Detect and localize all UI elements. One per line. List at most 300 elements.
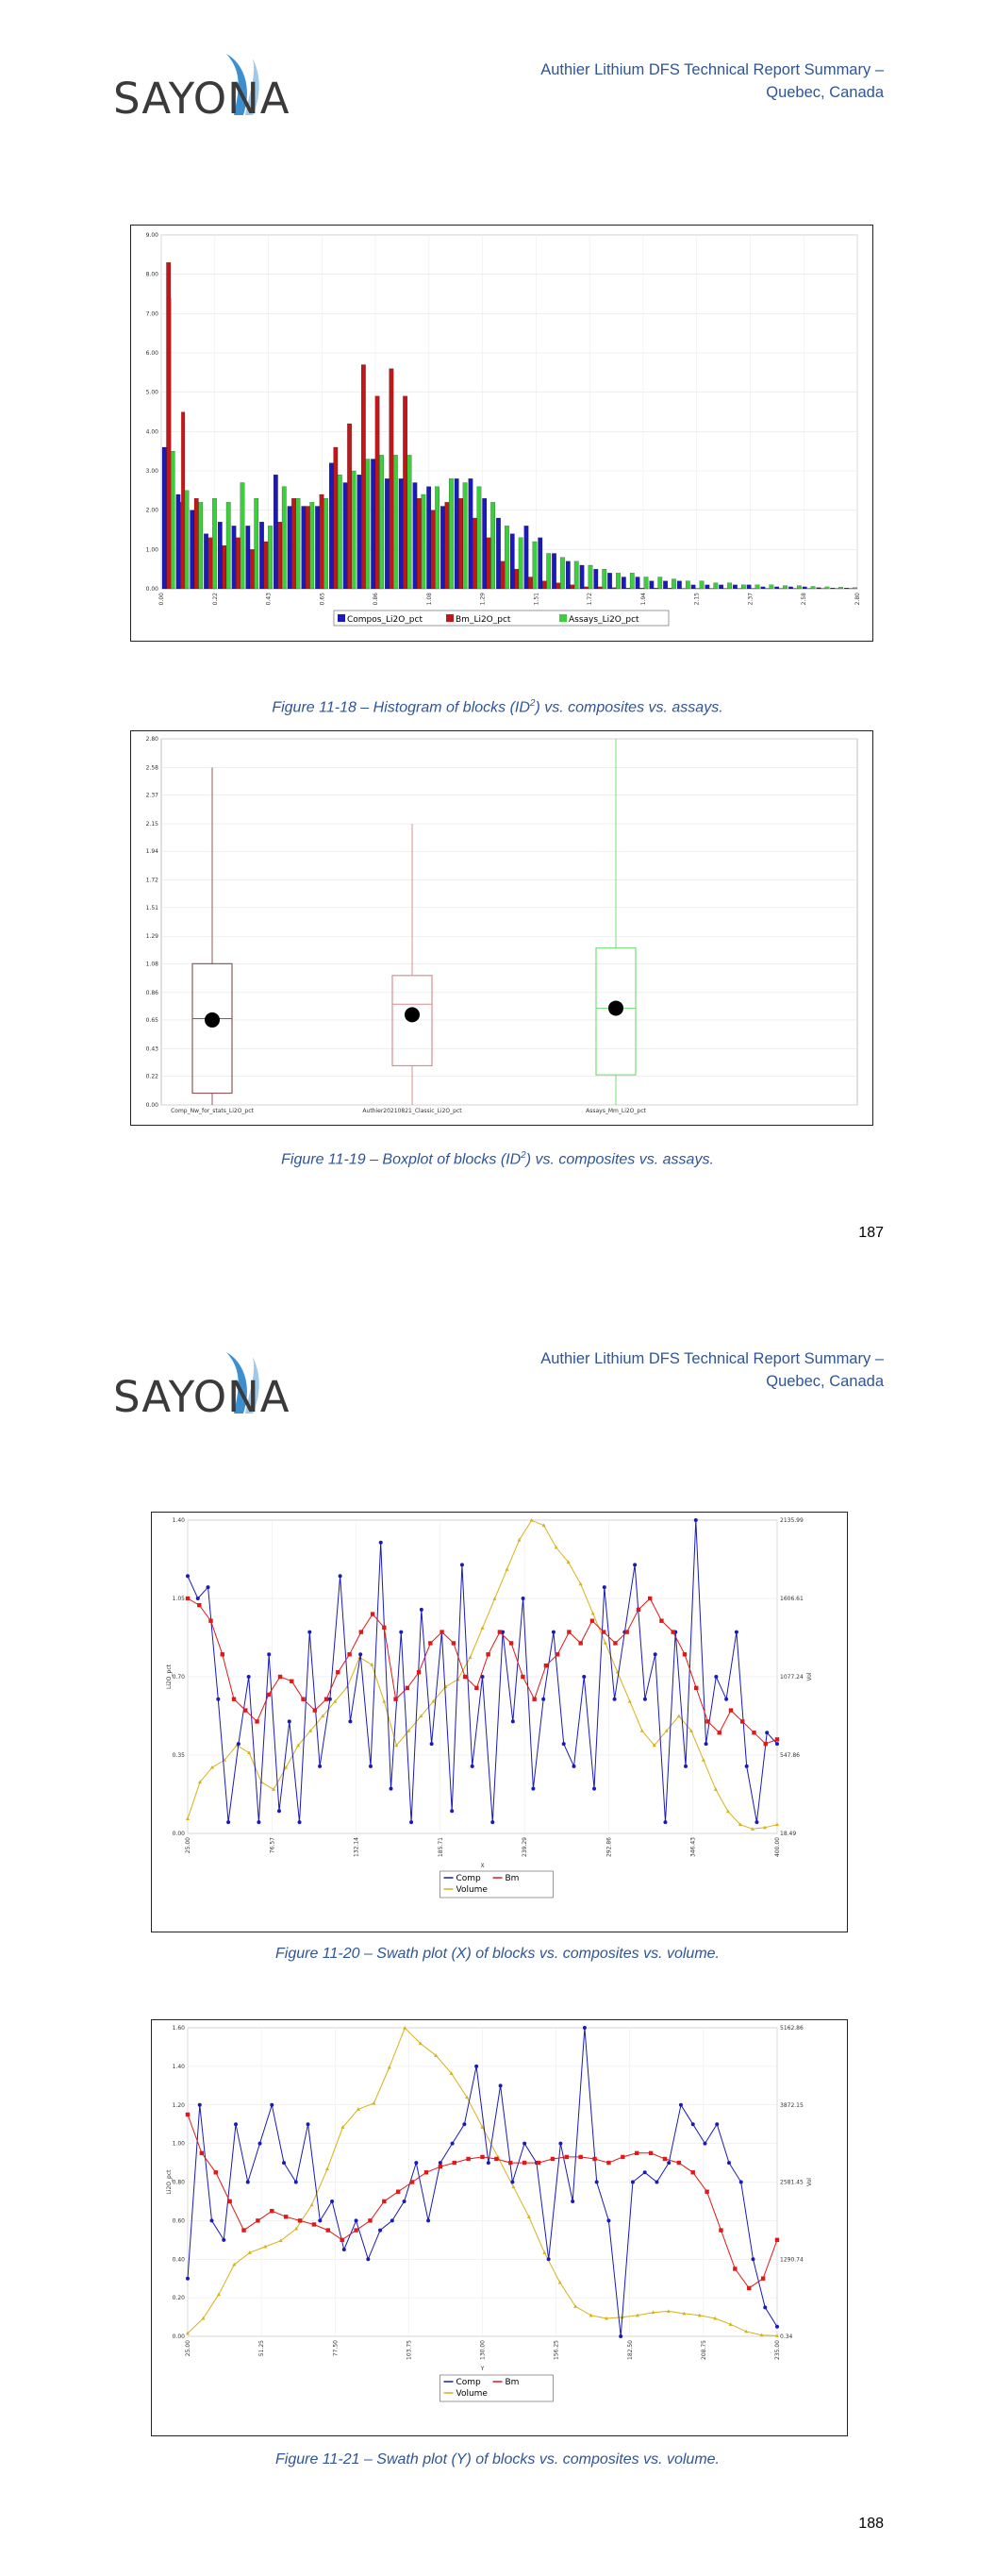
bar (343, 483, 347, 590)
figure-11-21-caption: Figure 11-21 – Swath plot (Y) of blocks vs. composites vs. volume. (274, 2451, 720, 2467)
bar (282, 487, 286, 589)
comp-point (318, 2218, 322, 2222)
bar (650, 581, 654, 589)
bm-point (635, 2151, 638, 2155)
bar (352, 471, 356, 589)
category-label: Assays_Mm_Li2O_pct (586, 1108, 646, 1114)
bm-point (705, 2190, 708, 2194)
comp-point (399, 1631, 403, 1634)
y-tick-label: 0.35 (172, 1752, 185, 1759)
bm-point (718, 1731, 721, 1734)
bar (691, 585, 695, 589)
bar (496, 518, 500, 589)
bar (774, 587, 778, 589)
comp-point (420, 1608, 423, 1612)
comp-point (439, 2161, 442, 2165)
comp-point (511, 1719, 515, 1723)
bar (560, 558, 564, 589)
x-tick-label: 239.29 (522, 1837, 529, 1857)
bm-point (424, 2170, 428, 2174)
bar (556, 583, 560, 589)
y-axis-label: Li2O_pct (166, 2169, 173, 2195)
legend-label: Comp (456, 2378, 481, 2387)
x-tick-label: 51.25 (258, 2340, 266, 2357)
comp-point (775, 2325, 779, 2329)
comp-point (745, 1765, 749, 1768)
bm-point (382, 2200, 386, 2203)
bm-point (284, 2215, 288, 2218)
bar (223, 545, 226, 589)
bar (622, 577, 625, 590)
comp-point (572, 1765, 575, 1768)
x-tick-label: 185.71 (437, 1837, 444, 1857)
bm-point (498, 1630, 502, 1633)
header-title (540, 59, 884, 104)
bar (278, 522, 282, 589)
bm-point (208, 1619, 212, 1623)
bm-point (241, 2228, 245, 2232)
legend-label: Volume (456, 1885, 488, 1895)
bar (733, 585, 737, 589)
y-tick-label: 0.22 (145, 1073, 158, 1080)
y-tick-label: 2.15 (145, 821, 158, 828)
page-188 (0, 1293, 995, 2576)
bar (236, 538, 240, 589)
comp-point (522, 2142, 526, 2146)
bar (259, 522, 263, 589)
bm-point (463, 1675, 467, 1679)
comp-point (270, 2103, 274, 2107)
comp-point (755, 1820, 758, 1824)
bm-point (521, 1675, 524, 1679)
bm-point (480, 2155, 484, 2159)
comp-point (348, 1719, 352, 1723)
comp-point (643, 2170, 647, 2174)
bm-point (474, 1686, 478, 1690)
bm-point (452, 1641, 456, 1645)
comp-point (450, 1809, 454, 1813)
comp-point (571, 2200, 574, 2203)
y-tick-label: 0.60 (172, 2217, 185, 2225)
y-tick-label: 0.00 (172, 1831, 185, 1837)
comp-point (663, 1820, 667, 1824)
bar (514, 569, 518, 589)
bm-point (590, 1619, 594, 1623)
comp-point (247, 1675, 251, 1679)
bm-point (243, 1708, 247, 1712)
bar (185, 491, 189, 589)
y-tick-label: 0.65 (145, 1016, 158, 1024)
bm-point (278, 1675, 282, 1679)
bm-point (340, 2238, 343, 2242)
bar (226, 502, 230, 589)
bm-point (410, 2180, 414, 2183)
bar (783, 586, 787, 589)
bm-point (740, 1719, 744, 1723)
bm-point (298, 2218, 302, 2222)
histogram-svg (131, 226, 872, 641)
comp-point (703, 2142, 706, 2146)
bar (422, 494, 425, 589)
comp-point (378, 2229, 382, 2233)
bm-point (578, 1641, 582, 1645)
bm-point (396, 2190, 400, 2194)
comp-point (358, 1652, 362, 1656)
y2-tick-label: 547.86 (780, 1752, 800, 1759)
bar (274, 475, 277, 589)
comp-point (339, 1574, 342, 1578)
comp-point (562, 1742, 566, 1746)
comp-point (430, 1742, 434, 1746)
plot-area (161, 235, 857, 589)
bm-point (752, 1731, 755, 1734)
bar (449, 478, 453, 589)
bm-point (508, 2161, 512, 2165)
x-tick-label: 208.75 (700, 2340, 707, 2360)
x-tick-label: 0.00 (158, 593, 165, 606)
bar (654, 588, 657, 589)
comp-point (258, 2142, 262, 2146)
bar (571, 585, 574, 589)
bar (347, 424, 351, 589)
bar (379, 455, 383, 589)
y-tick-label: 1.40 (172, 1517, 185, 1524)
y-tick-label: 4.00 (145, 428, 158, 436)
bar (668, 588, 672, 589)
bm-point (406, 1686, 409, 1690)
comp-point (257, 1820, 260, 1824)
bar (162, 447, 166, 589)
bar (288, 507, 291, 590)
comp-point (196, 1597, 200, 1600)
y-tick-label: 1.29 (145, 933, 158, 941)
mean-marker (608, 1000, 623, 1015)
y-tick-label: 7.00 (145, 310, 158, 318)
bar (714, 583, 718, 589)
swath-y-chart (151, 2019, 848, 2436)
comp-point (705, 1742, 708, 1746)
page-number: 187 (858, 1225, 884, 1241)
bm-point (227, 2200, 231, 2203)
bar (612, 588, 616, 589)
bm-point (775, 1737, 779, 1741)
comp-point (328, 1698, 332, 1701)
y-tick-label: 1.08 (145, 961, 158, 968)
bar (797, 586, 801, 589)
x-tick-label: 1.51 (533, 593, 540, 606)
comp-point (595, 2181, 599, 2184)
comp-point (390, 2218, 394, 2222)
histogram-chart (130, 225, 873, 642)
comp-point (775, 1742, 779, 1746)
bar (658, 577, 662, 590)
bm-point (200, 2151, 204, 2155)
bar (672, 579, 675, 589)
bm-point (565, 2155, 569, 2159)
bar (705, 585, 709, 589)
comp-point (298, 1820, 302, 1824)
bar (524, 526, 528, 589)
x-tick-label: 292.86 (605, 1837, 613, 1857)
bar (413, 483, 417, 590)
y-tick-label: 5.00 (145, 389, 158, 396)
bm-point (336, 1670, 340, 1674)
header-title-line2: Quebec, Canada (766, 1373, 884, 1390)
bar (761, 587, 765, 589)
comp-point (765, 1731, 769, 1734)
x-tick-label: 0.86 (373, 593, 380, 606)
x-tick-label: 2.37 (747, 593, 755, 606)
bar (663, 581, 667, 589)
sayona-logo (113, 1347, 290, 1423)
bar (539, 538, 542, 589)
bm-point (705, 1719, 709, 1723)
bar (487, 538, 490, 589)
x-tick-label: 77.50 (332, 2340, 340, 2357)
bar (463, 483, 467, 590)
bar (338, 475, 341, 589)
bm-point (439, 1630, 443, 1633)
bar (334, 447, 338, 589)
bm-point (313, 1708, 317, 1712)
y-tick-label: 0.00 (172, 2333, 185, 2340)
bar (584, 587, 588, 589)
comp-point (210, 2218, 214, 2222)
legend-label: Bm_Li2O_pct (456, 615, 511, 625)
comp-point (735, 1631, 738, 1634)
y2-tick-label: 18.49 (780, 1831, 797, 1837)
comp-point (751, 2257, 755, 2261)
header-title (540, 1347, 884, 1393)
bar (616, 573, 620, 589)
bar (607, 573, 611, 589)
bm-point (556, 1652, 559, 1656)
bar (246, 526, 250, 589)
bm-point (719, 2228, 722, 2232)
x-tick-label: 130.00 (479, 2340, 487, 2360)
x-tick-label: 25.00 (185, 2340, 191, 2357)
bar (371, 460, 374, 590)
x-axis-label: Y (480, 2366, 485, 2372)
y-axis-label: Li2O_pct (166, 1664, 173, 1690)
bar (844, 588, 848, 589)
comp-point (390, 1787, 393, 1791)
bm-point (382, 1626, 386, 1630)
bar (306, 507, 309, 590)
bar (232, 526, 236, 589)
bar (167, 298, 171, 589)
bm-point (761, 2276, 765, 2280)
bm-point (368, 2218, 372, 2222)
y-tick-label: 3.00 (145, 468, 158, 475)
comp-point (234, 2122, 238, 2126)
bm-point (428, 1641, 432, 1645)
bar (393, 455, 397, 589)
figure-11-18-caption: Figure 11-18 – Histogram of blocks $(ID^2)$ vs. composites vs. assays. (272, 698, 723, 716)
bar (302, 507, 306, 590)
bar (510, 534, 514, 589)
comp-point (583, 2026, 587, 2030)
y2-tick-label: 3872.15 (780, 2101, 804, 2109)
comp-point (490, 1820, 494, 1824)
bm-point (637, 1608, 640, 1612)
category-label: Comp_Nw_for_stats_Li2O_pct (171, 1108, 254, 1114)
bm-point (417, 1670, 421, 1674)
bm-point (648, 1597, 652, 1600)
comp-point (186, 1574, 190, 1578)
comp-point (307, 2122, 310, 2126)
legend-swatch (446, 614, 454, 622)
bar (566, 561, 570, 589)
bar (482, 498, 486, 589)
bar (329, 463, 333, 589)
y-tick-label: 1.94 (145, 848, 158, 856)
bm-point (532, 1698, 536, 1701)
bm-point (270, 2209, 274, 2213)
y-tick-label: 6.00 (145, 350, 158, 357)
legend-label: Bm (505, 1874, 520, 1883)
x-tick-label: 1.72 (587, 593, 594, 606)
bar (240, 483, 244, 590)
y-tick-label: 0.20 (172, 2295, 185, 2302)
x-tick-label: 0.43 (265, 593, 273, 606)
bar (417, 498, 421, 589)
bar (264, 542, 268, 589)
comp-point (379, 1541, 383, 1545)
x-tick-label: 103.75 (406, 2340, 413, 2360)
bar (825, 587, 829, 589)
y-tick-label: 1.20 (172, 2101, 185, 2109)
bm-point (683, 1652, 687, 1656)
bar (176, 494, 180, 589)
y-tick-label: 0.80 (172, 2179, 185, 2186)
comp-point (277, 1809, 281, 1813)
bar (385, 478, 389, 589)
bm-point (691, 2170, 695, 2174)
bm-point (354, 2228, 357, 2232)
comp-point (654, 1652, 657, 1656)
logo-text: SAYONA (113, 74, 290, 124)
bar (626, 588, 630, 589)
bm-point (677, 2161, 681, 2165)
comp-point (631, 2181, 635, 2184)
y-tick-label: 2.80 (145, 736, 158, 743)
bm-point (267, 1693, 271, 1697)
category-label: Authier20210821_Classic_Li2O_pct (362, 1108, 462, 1114)
legend-label: Assays_Li2O_pct (569, 615, 639, 625)
comp-point (198, 2103, 202, 2107)
comp-point (237, 1742, 240, 1746)
bar (315, 507, 319, 590)
comp-point (619, 2334, 622, 2338)
x-tick-label: 235.00 (774, 2340, 781, 2360)
bm-point (290, 1680, 293, 1683)
bar (700, 581, 704, 589)
bar (803, 587, 806, 589)
swath-x-svg (152, 1513, 847, 1932)
y-tick-label: 2.58 (145, 764, 158, 772)
y-tick-label: 9.00 (145, 232, 158, 239)
y2-tick-label: 5162.86 (780, 2025, 804, 2032)
figure-11-20-caption: Figure 11-20 – Swath plot (X) of blocks vs. composites vs. volume. (274, 1946, 720, 1962)
comp-point (613, 1698, 617, 1701)
comp-point (715, 2122, 719, 2126)
comp-point (294, 2181, 298, 2184)
bar (171, 451, 174, 589)
comp-point (186, 2277, 190, 2281)
bm-point (486, 1652, 489, 1656)
bar (574, 561, 578, 589)
comp-point (487, 2161, 490, 2165)
comp-point (667, 2161, 671, 2165)
bar (255, 498, 258, 589)
sayona-logo (113, 49, 290, 125)
comp-point (606, 2218, 610, 2222)
x-axis-label: X (480, 1863, 485, 1869)
bar (194, 498, 198, 589)
bar (830, 588, 834, 589)
y-tick-label: 0.70 (172, 1674, 185, 1681)
bm-point (567, 1630, 571, 1633)
bm-point (544, 1664, 548, 1667)
legend-label: Volume (456, 2389, 488, 2399)
bar (323, 498, 327, 589)
bar (594, 569, 598, 589)
y-tick-label: 8.00 (145, 271, 158, 278)
bar (291, 498, 295, 589)
comp-point (552, 1631, 556, 1634)
bm-point (537, 2161, 540, 2165)
comp-point (541, 1698, 545, 1701)
bm-point (371, 1612, 374, 1615)
bm-point (613, 1641, 617, 1645)
bar (853, 588, 856, 589)
bm-point (747, 2286, 751, 2290)
bm-point (301, 1698, 305, 1701)
x-tick-label: 25.00 (185, 1837, 191, 1854)
bar (770, 585, 773, 589)
comp-point (451, 2142, 455, 2146)
bm-point (509, 1641, 513, 1645)
comp-point (724, 1698, 728, 1701)
y-tick-label: 1.40 (172, 2063, 185, 2070)
bar (361, 365, 365, 590)
bar (218, 522, 222, 589)
comp-point (655, 2181, 658, 2184)
bm-point (729, 1708, 733, 1712)
x-tick-label: 0.65 (319, 593, 326, 606)
legend-label: Comp (456, 1874, 481, 1883)
bar (533, 542, 537, 589)
bar (407, 455, 411, 589)
bar (747, 585, 751, 589)
boxplot-chart (130, 730, 873, 1126)
y-tick-label: 1.60 (172, 2025, 185, 2032)
y-tick-label: 0.86 (145, 989, 158, 996)
y-tick-label: 0.00 (145, 586, 158, 593)
comp-point (267, 1652, 271, 1656)
y2-axis-label: Vol (806, 1672, 813, 1681)
bm-point (214, 2170, 218, 2174)
comp-point (522, 1597, 525, 1600)
y-tick-label: 0.00 (145, 1102, 158, 1109)
bar (445, 502, 449, 589)
bm-point (232, 1698, 236, 1701)
comp-point (355, 2218, 358, 2222)
header-title-line2: Quebec, Canada (766, 84, 884, 101)
comp-point (714, 1675, 718, 1679)
comp-point (414, 2161, 418, 2165)
